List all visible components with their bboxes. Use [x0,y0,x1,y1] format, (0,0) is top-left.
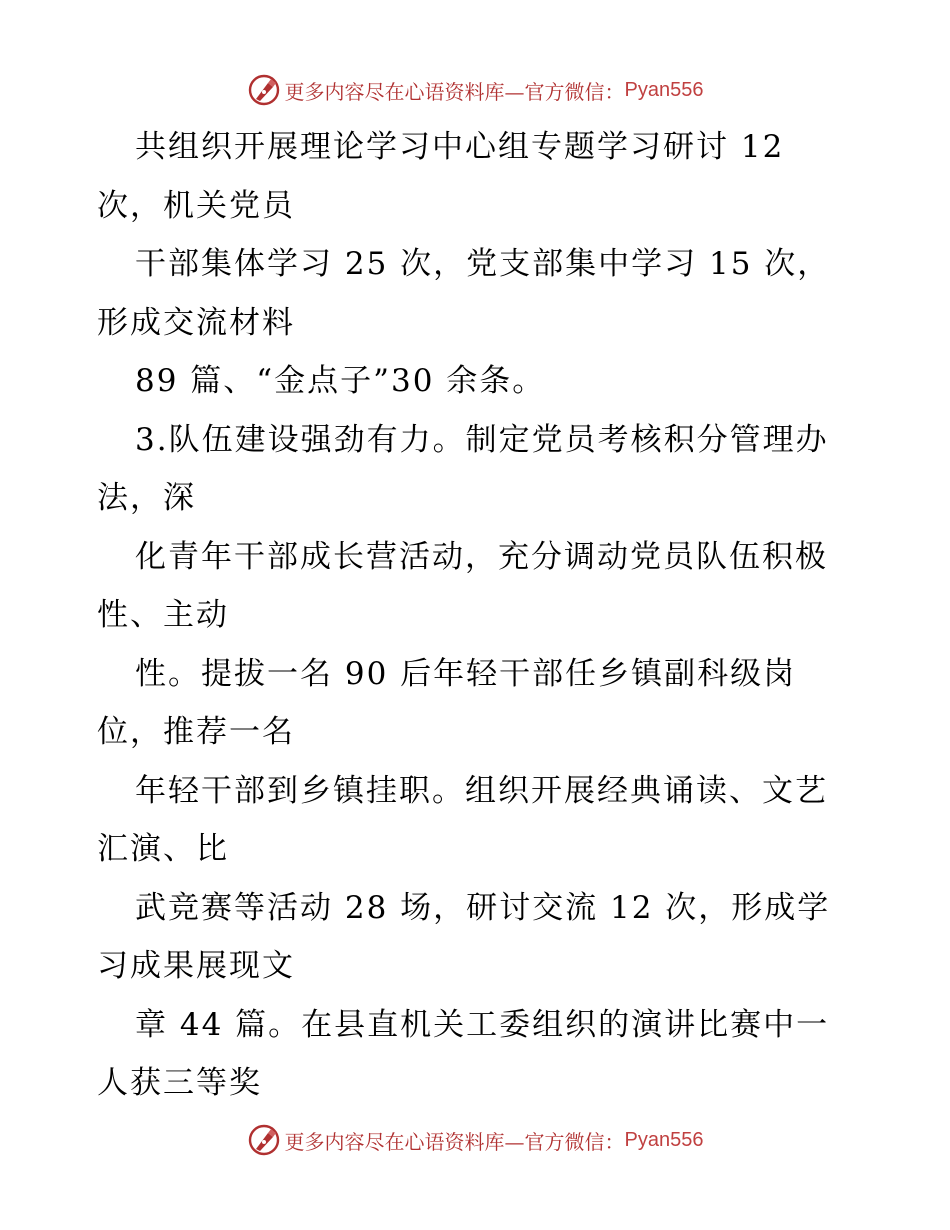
header-watermark [0,70,950,110]
body-text-line: 年轻干部到乡镇挂职。组织开展经典诵读、文艺 [135,772,828,809]
body-text-line: 3.队伍建设强劲有力。制定党员考核积分管理办 [135,421,829,458]
body-text-line: 汇演、比 [97,831,229,867]
body-text-line: 次，机关党员 [97,187,295,224]
watermark-wechat-id: Pyan556 [624,1128,704,1151]
pen-nib-logo-icon [247,73,281,107]
body-text-line: 干部集体学习 25 次，党支部集中学习 15 次， [135,246,831,282]
body-text-line: 章 44 篇。在县直机关工委组织的演讲比赛中一 [135,1006,830,1043]
body-text-line: 89 篇、“金点子”30 余条。 [135,363,546,399]
body-text-line: 化青年干部成长营活动，充分调动党员队伍积极 [135,538,828,575]
document-body [97,118,857,1113]
body-text-line: 性、主动 [97,597,229,633]
body-text-line: 性。提拔一名 90 后年轻干部任乡镇副科级岗 [135,655,797,692]
watermark-wechat-id: Pyan556 [624,78,704,101]
body-text-line: 武竞赛等活动 28 场，研讨交流 12 次，形成学 [135,889,831,926]
watermark-text: 更多内容尽在心语资料库—官方微信： [284,79,625,104]
body-text-line: 人获三等奖 [97,1065,262,1101]
pen-nib-logo-icon [247,1123,281,1157]
body-text-line: 位，推荐一名 [97,714,295,750]
body-text-line: 法，深 [97,480,196,516]
body-text-line: 习成果展现文 [97,948,295,984]
watermark-text: 更多内容尽在心语资料库—官方微信： [284,1129,625,1154]
footer-watermark [0,1120,950,1160]
body-text-line: 共组织开展理论学习中心组专题学习研讨 12 [135,129,785,165]
body-text-line: 形成交流材料 [97,304,295,341]
